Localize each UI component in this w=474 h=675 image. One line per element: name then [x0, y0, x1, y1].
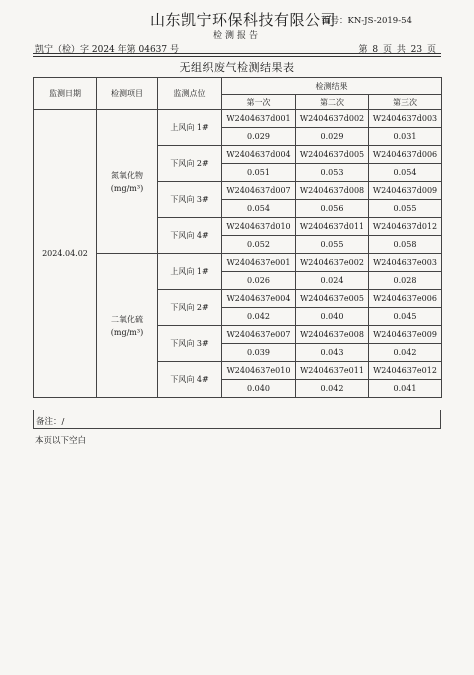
test-item — [97, 110, 158, 254]
result-value: 0.039 — [222, 344, 296, 362]
result-value: 0.056 — [296, 200, 369, 218]
item-name: 氮氧化物 — [111, 170, 143, 180]
sample-code: W2404637e006 — [369, 290, 442, 308]
result-value: 0.041 — [369, 380, 442, 398]
sample-code: W2404637d002 — [296, 110, 369, 128]
document-number: 编号：KN-JS-2019-54 — [322, 16, 412, 26]
header-result: 检测结果 — [222, 78, 442, 95]
sample-code: W2404637d001 — [222, 110, 296, 128]
result-value: 0.028 — [369, 272, 442, 290]
test-item — [97, 254, 158, 398]
monitoring-point: 下风向 2# — [158, 290, 222, 326]
header-second: 第二次 — [296, 95, 369, 110]
sample-code: W2404637d011 — [296, 218, 369, 236]
monitoring-point: 上风向 1# — [158, 110, 222, 146]
result-value: 0.040 — [222, 380, 296, 398]
sample-code: W2404637e003 — [369, 254, 442, 272]
result-value: 0.045 — [369, 308, 442, 326]
monitoring-point: 下风向 3# — [158, 182, 222, 218]
header-first: 第一次 — [222, 95, 296, 110]
sample-code: W2404637d008 — [296, 182, 369, 200]
result-value: 0.029 — [222, 128, 296, 146]
sample-code: W2404637d003 — [369, 110, 442, 128]
header-divider — [33, 53, 441, 54]
result-value: 0.031 — [369, 128, 442, 146]
header-point: 监测点位 — [158, 78, 222, 110]
item-name: 二氧化硫 — [111, 314, 143, 324]
sample-code: W2404637e001 — [222, 254, 296, 272]
header-third: 第三次 — [369, 95, 442, 110]
header-item: 检测项目 — [97, 78, 158, 110]
result-value: 0.042 — [296, 380, 369, 398]
monitoring-point: 上风向 1# — [158, 254, 222, 290]
result-value: 0.053 — [296, 164, 369, 182]
result-value: 0.058 — [369, 236, 442, 254]
sample-code: W2404637d010 — [222, 218, 296, 236]
result-value: 0.052 — [222, 236, 296, 254]
result-value: 0.054 — [369, 164, 442, 182]
report-label: 检测报告 — [212, 31, 261, 41]
sample-code: W2404637e010 — [222, 362, 296, 380]
sample-code: W2404637d005 — [296, 146, 369, 164]
blank-below-note: 本页以下空白 — [35, 436, 87, 446]
monitoring-date: 2024.04.02 — [34, 110, 97, 398]
table-row — [34, 110, 442, 128]
header-date: 监测日期 — [34, 78, 97, 110]
result-value: 0.042 — [369, 344, 442, 362]
sample-code: W2404637d012 — [369, 218, 442, 236]
results-table — [33, 77, 442, 398]
sample-code: W2404637e004 — [222, 290, 296, 308]
result-value: 0.055 — [296, 236, 369, 254]
result-value: 0.055 — [369, 200, 442, 218]
result-value: 0.042 — [222, 308, 296, 326]
report-reference: 凯宁（检）字 2024 年第 04637 号 — [35, 45, 179, 55]
table-header-row — [34, 78, 442, 95]
result-value: 0.029 — [296, 128, 369, 146]
result-value: 0.024 — [296, 272, 369, 290]
result-value: 0.040 — [296, 308, 369, 326]
monitoring-point: 下风向 2# — [158, 146, 222, 182]
notes-row: 备注：/ — [33, 410, 441, 429]
page-info: 第 8 页 共 23 页 — [358, 45, 436, 55]
result-value: 0.043 — [296, 344, 369, 362]
sample-code: W2404637d009 — [369, 182, 442, 200]
sample-code: W2404637d006 — [369, 146, 442, 164]
result-value: 0.051 — [222, 164, 296, 182]
company-name: 山东凯宁环保科技有限公司 — [150, 11, 337, 29]
sample-code: W2404637d004 — [222, 146, 296, 164]
item-unit: (mg/m³) — [110, 327, 144, 337]
result-value: 0.026 — [222, 272, 296, 290]
header-divider-secondary — [33, 56, 441, 57]
sample-code: W2404637d007 — [222, 182, 296, 200]
sample-code: W2404637e007 — [222, 326, 296, 344]
sample-code: W2404637e005 — [296, 290, 369, 308]
sample-code: W2404637e008 — [296, 326, 369, 344]
table-title: 无组织废气检测结果表 — [179, 61, 295, 74]
sample-code: W2404637e009 — [369, 326, 442, 344]
sample-code: W2404637e011 — [296, 362, 369, 380]
monitoring-point: 下风向 4# — [158, 362, 222, 398]
sample-code: W2404637e012 — [369, 362, 442, 380]
result-value: 0.054 — [222, 200, 296, 218]
monitoring-point: 下风向 3# — [158, 326, 222, 362]
item-unit: (mg/m³) — [110, 183, 144, 193]
sample-code: W2404637e002 — [296, 254, 369, 272]
monitoring-point: 下风向 4# — [158, 218, 222, 254]
